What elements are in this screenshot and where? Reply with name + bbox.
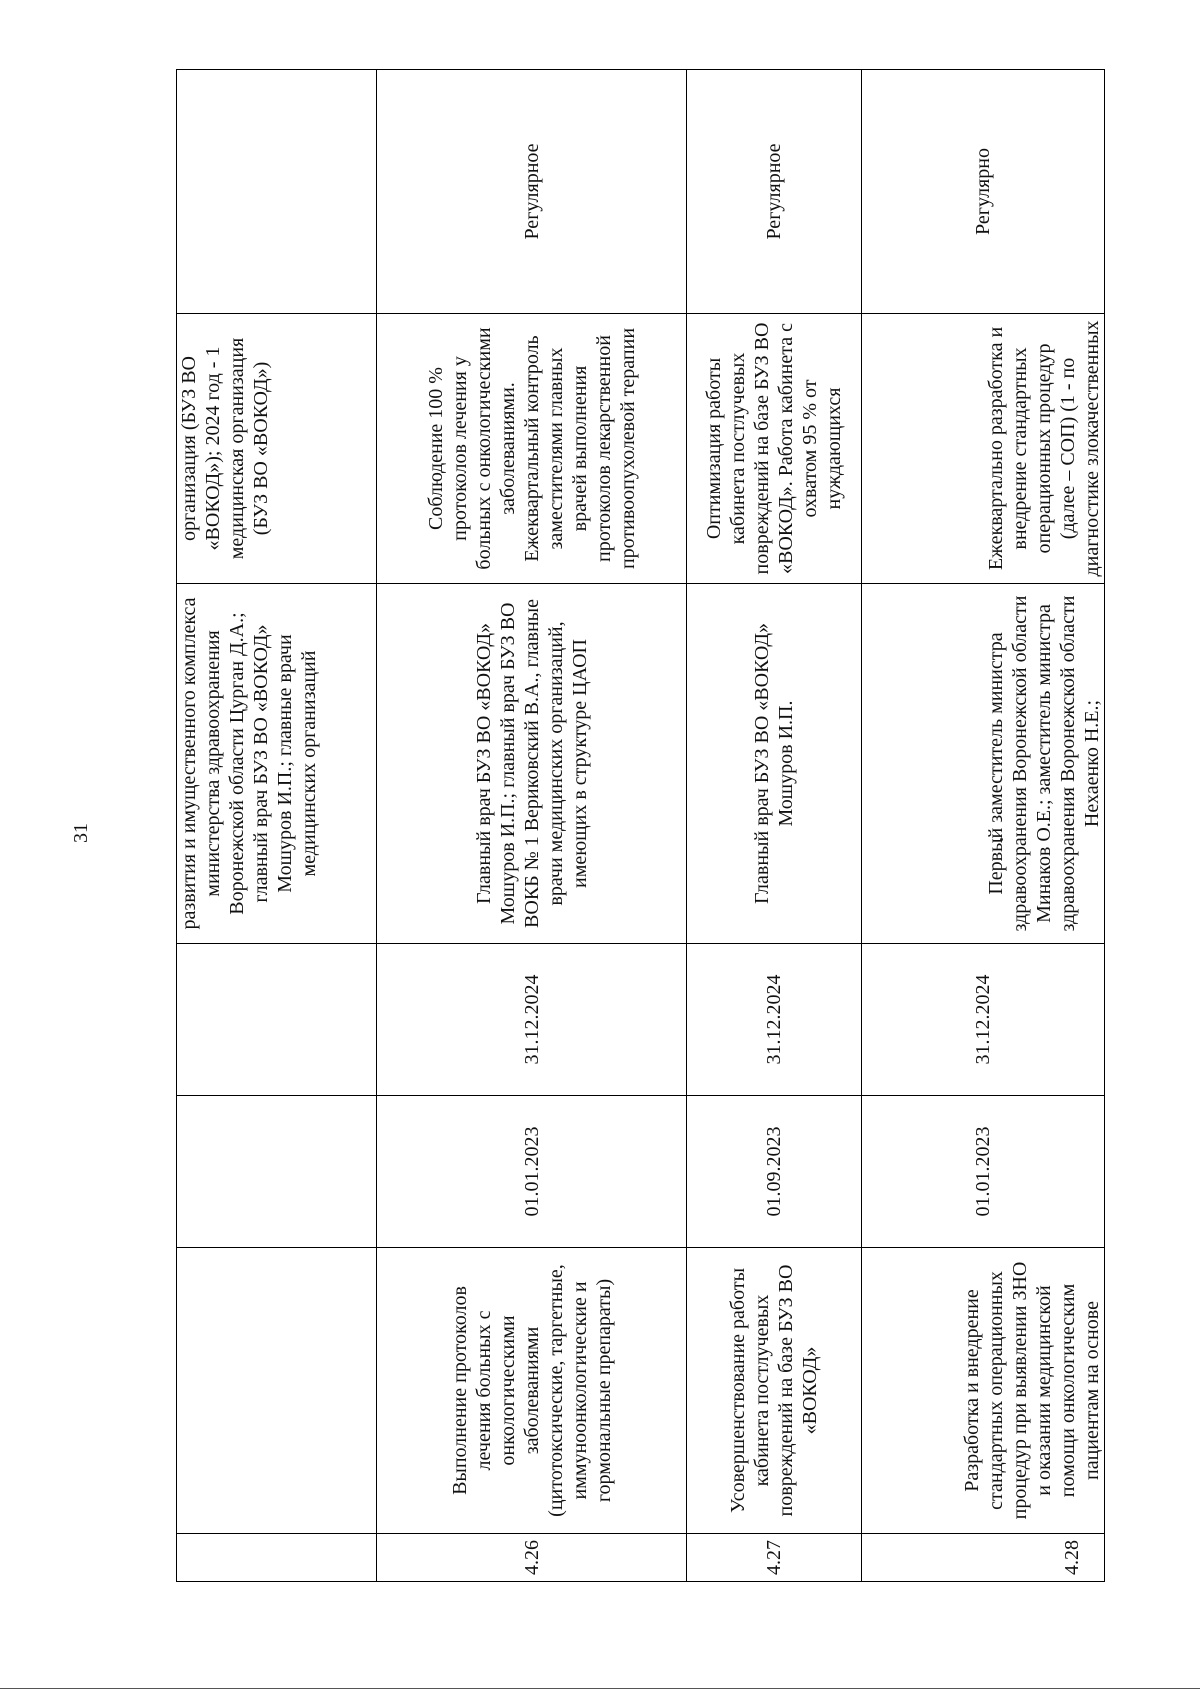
page-number: 31	[70, 823, 92, 843]
start-date-cell: 01.09.2023	[687, 1096, 862, 1248]
start-date-cell: 01.01.2023	[862, 1096, 1105, 1248]
event-cell: Усовершенствование работы кабинета постлучевых повреждений на базе БУЗ ВО «ВОКОД»	[687, 1248, 862, 1534]
result-cell: организация (БУЗ ВО «ВОКОД»); 2024 год - 1 медицинская организация (БУЗ ВО «ВОКОД»)	[177, 314, 377, 584]
responsible-cell: развития и имущественного комплекса министерства здравоохранения Воронежской области Цурган Д.А.; главный врач БУЗ ВО «ВОКОД» Мошуров И.П.; главные врачи медицинских организаций	[177, 584, 377, 944]
end-date-cell: 31.12.2024	[687, 944, 862, 1096]
table-row	[377, 70, 687, 1582]
result-cell: Соблюдение 100 % протоколов лечения у больных с онкологическими заболеваниями. Ежеквартальный контроль заместителями главных врачей выполнения протоколов лекарственной противоопухолевой терапии	[377, 314, 687, 584]
responsible-cell: Главный врач БУЗ ВО «ВОКОД» Мошуров И.П.; главный врач БУЗ ВО ВОКБ № 1 Вериковский В.А., главные врачи медицинских организаций, имеющих в структуре ЦАОП	[377, 584, 687, 944]
event-cell: Разработка и внедрение стандартных операционных процедур при выявлении ЗНО и оказании медицинской помощи онкологическим пациентам на основе	[862, 1248, 1105, 1534]
start-date-cell	[177, 1096, 377, 1248]
start-date-cell: 01.01.2023	[377, 1096, 687, 1248]
end-date-cell: 31.12.2024	[862, 944, 1105, 1096]
responsible-cell: Главный врач БУЗ ВО «ВОКОД» Мошуров И.П.	[687, 584, 862, 944]
frequency-cell: Регулярно	[862, 70, 1105, 314]
event-cell: Выполнение протоколов лечения больных с онкологическими заболеваниями (цитотоксические, таргетные, иммуноонкологические и гормональные препараты)	[377, 1248, 687, 1534]
frequency-cell: Регулярное	[377, 70, 687, 314]
result-cell: Ежеквартально разработка и внедрение стандартных операционных процедур (далее – СОП) (1 - по диагностике злокачественных	[862, 314, 1105, 584]
row-number	[177, 1534, 377, 1582]
table-row	[177, 70, 377, 1582]
row-number: 4.26	[377, 1534, 687, 1582]
plan-table	[176, 69, 1105, 1582]
table-row	[687, 70, 862, 1582]
row-number: 4.28	[862, 1534, 1105, 1582]
row-number: 4.27	[687, 1534, 862, 1582]
event-cell	[177, 1248, 377, 1534]
end-date-cell: 31.12.2024	[377, 944, 687, 1096]
end-date-cell	[177, 944, 377, 1096]
frequency-cell: Регулярное	[687, 70, 862, 314]
result-cell: Оптимизация работы кабинета постлучевых повреждений на базе БУЗ ВО «ВОКОД». Работа кабинета с охватом 95 % от нуждающихся	[687, 314, 862, 584]
rotated-table-container	[176, 70, 1104, 1582]
frequency-cell	[177, 70, 377, 314]
responsible-cell: Первый заместитель министра здравоохранения Воронежской области Минаков О.Е.; заместитель министра здравоохранения Воронежской области Нехаенко Н.Е.;	[862, 584, 1105, 944]
table-row	[862, 70, 1105, 1582]
